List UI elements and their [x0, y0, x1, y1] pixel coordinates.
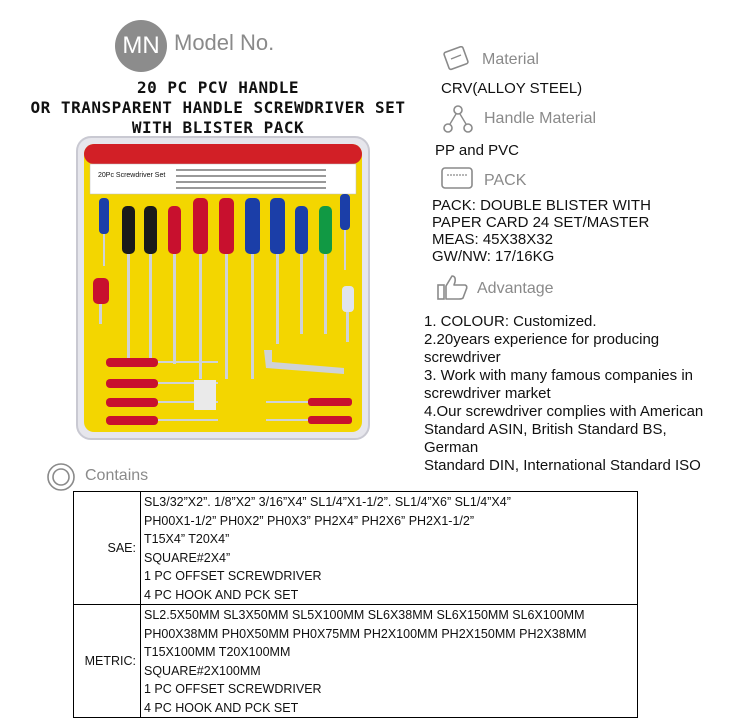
table-row: [74, 492, 638, 605]
contains-icon: [46, 462, 76, 492]
mn-badge-text: MN: [122, 32, 160, 59]
row-label-sae: SAE:: [74, 492, 141, 605]
list-item: SQUARE#2X100MM: [144, 663, 261, 678]
list-item: PH00X38MM PH0X50MM PH0X75MM PH2X100MM PH2X150MM PH2X38MM: [144, 626, 587, 641]
list-item: 4 PC HOOK AND PCK SET: [144, 587, 299, 602]
title-line-3: WITH BLISTER PACK: [131, 118, 305, 137]
material-label: Material: [482, 51, 539, 68]
bit-holder: [194, 380, 216, 410]
card-header-red: [84, 144, 362, 164]
list-item: PH00X1-1/2” PH0X2” PH0X3” PH2X4” PH2X6” PH2X1-1/2”: [144, 513, 475, 528]
product-title: [8, 78, 428, 138]
pack-details: [432, 197, 651, 265]
product-image: [76, 136, 370, 440]
advantage-line: screwdriver: [424, 349, 501, 366]
row-items-sae: [141, 492, 638, 605]
list-item: 1 PC OFFSET SCREWDRIVER: [144, 569, 322, 583]
thumbs-up-icon: [436, 273, 470, 301]
advantage-line: Standard DIN, International Standard ISO: [424, 457, 701, 474]
list-item: SQUARE#2X4”: [144, 550, 231, 565]
pack-label: PACK: [484, 172, 527, 189]
advantage-line: 3. Work with many famous companies in: [424, 367, 693, 384]
advantage-line: 4.Our screwdriver complies with American: [424, 403, 704, 420]
pack-line: PAPER CARD 24 SET/MASTER: [432, 214, 650, 231]
advantage-list: [424, 313, 746, 475]
list-item: 4 PC HOOK AND PCK SET: [144, 700, 299, 715]
pack-line: PACK: DOUBLE BLISTER WITH: [432, 197, 651, 214]
list-item: T15X4” T20X4”: [144, 532, 230, 546]
contains-table: [73, 491, 638, 718]
advantage-line: screwdriver market: [424, 385, 551, 402]
table-row: [74, 605, 638, 718]
handle-material-value: PP and PVC: [435, 142, 519, 159]
pack-line: MEAS: 45X38X32: [432, 231, 553, 248]
list-item: 1 PC OFFSET SCREWDRIVER: [144, 682, 322, 696]
advantage-line: 1. COLOUR: Customized.: [424, 313, 597, 330]
contains-label: Contains: [85, 467, 149, 484]
row-label-metric: METRIC:: [74, 605, 141, 718]
advantage-label: Advantage: [477, 280, 554, 297]
list-item: SL2.5X50MM SL3X50MM SL5X100MM SL6X38MM SL6X150MM SL6X100MM: [144, 608, 585, 622]
advantage-line: German: [424, 439, 479, 456]
list-item: SL3/32”X2”. 1/8”X2” 3/16”X4” SL1/4”X1-1/2”. SL1/4”X6” SL1/4”X4”: [144, 495, 511, 509]
pack-icon: [441, 167, 473, 189]
advantage-line: 2.20years experience for producing: [424, 331, 660, 348]
material-value: CRV(ALLOY STEEL): [441, 80, 583, 97]
mn-badge: [115, 20, 167, 72]
title-line-2: OR TRANSPARENT HANDLE SCREWDRIVER SET: [30, 98, 406, 117]
card-label-panel: [90, 164, 356, 194]
list-item: T15X100MM T20X100MM: [144, 645, 291, 659]
model-label: Model No.: [174, 30, 275, 55]
title-line-1: 20 PC PCV HANDLE: [136, 78, 300, 97]
advantage-line: Standard ASIN, British Standard BS,: [424, 421, 667, 438]
handle-material-label: Handle Material: [484, 110, 597, 127]
card-title: 20Pc Screwdriver Set: [98, 172, 166, 179]
pack-line: GW/NW: 17/16KG: [432, 248, 555, 265]
row-items-metric: [141, 605, 638, 718]
handle-material-icon: [442, 104, 474, 134]
material-icon: [443, 46, 471, 72]
